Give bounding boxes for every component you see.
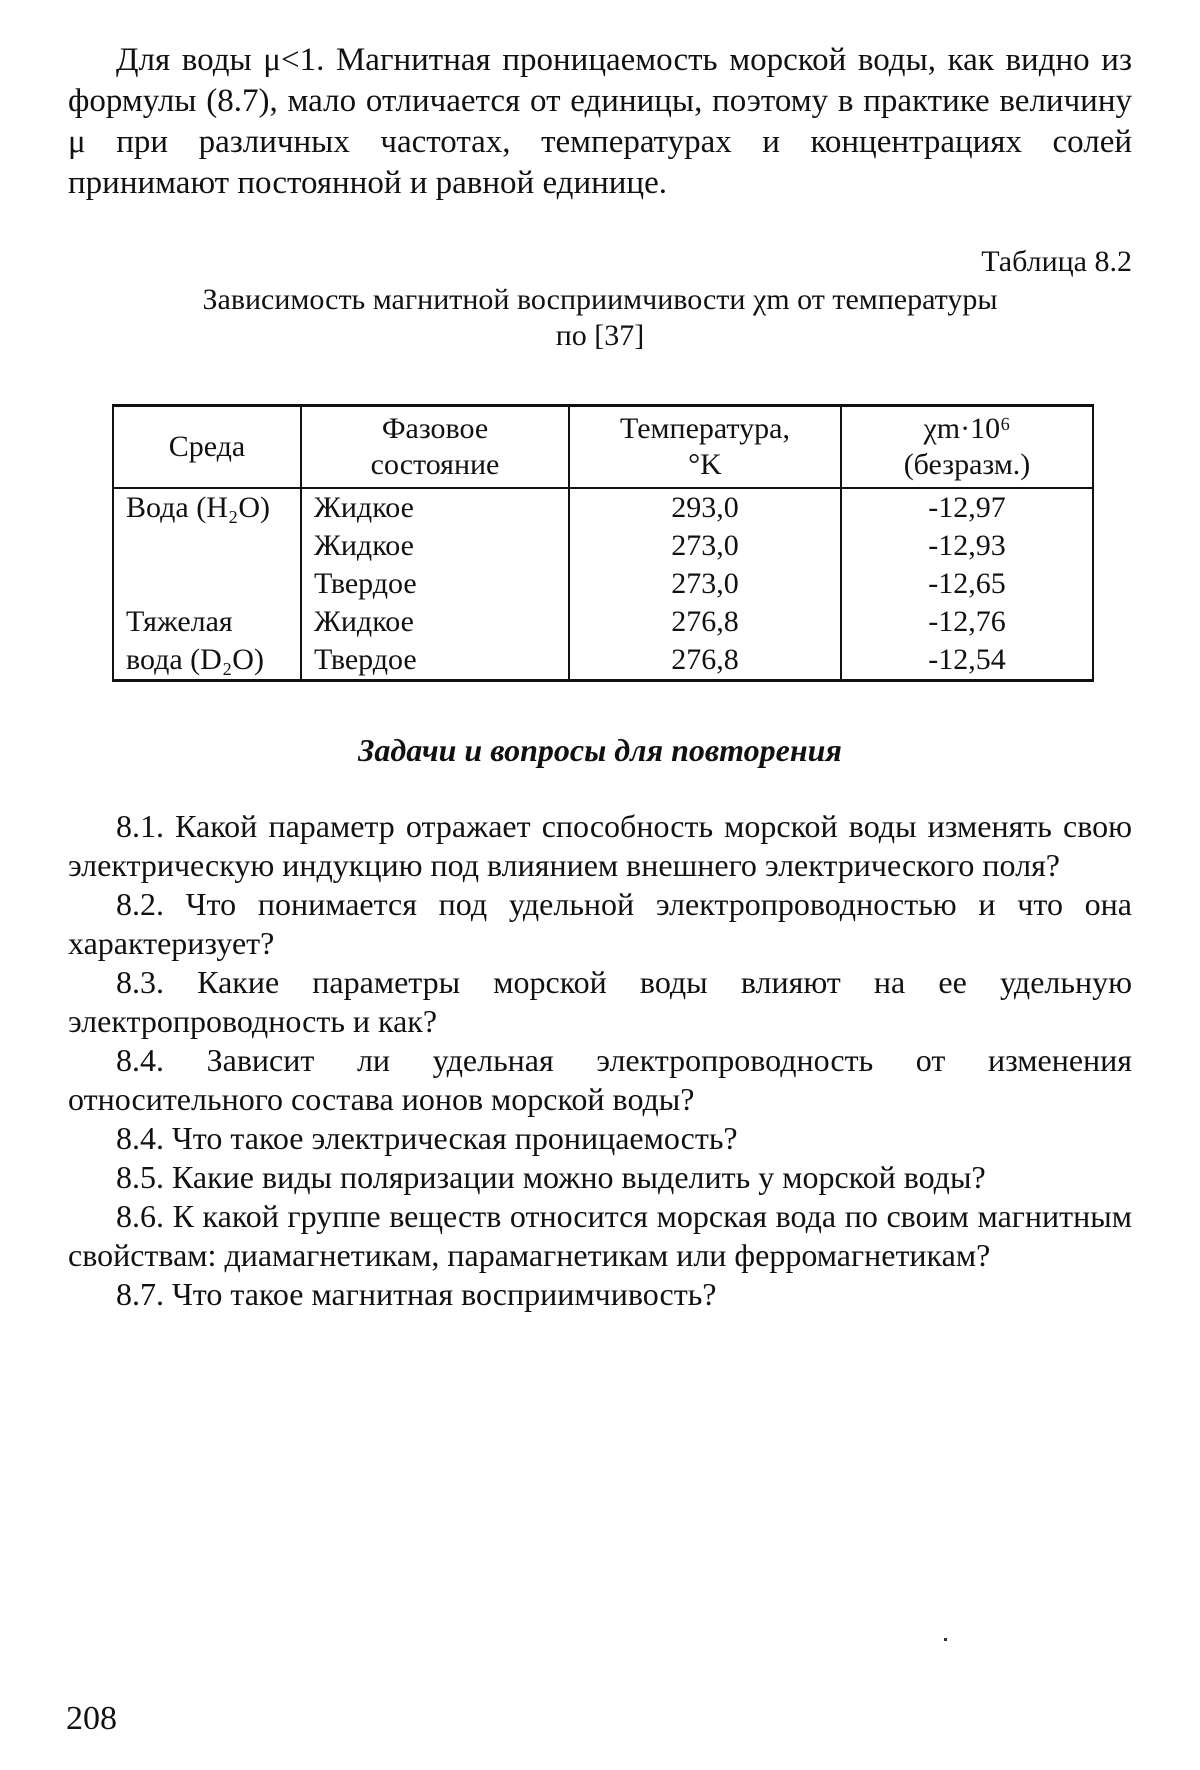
table-header-row [113,406,1093,489]
table-title-line2: по [37] [555,319,645,352]
page-number: 208 [66,1700,117,1737]
header-medium: Среда [113,406,301,489]
question-item: 8.5. Какие виды поляризации можно выделить у морской воды? [116,1159,986,1195]
speck-mark [944,1638,947,1641]
header-temp-line1: Температура, [620,412,790,445]
question-item: 8.6. К какой группе веществ относится морская вода по своим магнитным свойствам: диамагнетикам, парамагнетикам или ферромагнетикам? [68,1198,1132,1273]
cell-phase: Твердое [301,641,569,681]
cell-medium [113,565,301,603]
table-row [113,565,1093,603]
cell-phase: Твердое [301,565,569,603]
table-number: Таблица 8.2 [981,245,1132,278]
cell-chi: -12,65 [841,565,1093,603]
cell-phase: Жидкое [301,488,569,527]
cell-medium: Вода (H₂O) [113,488,301,527]
cell-chi: -12,76 [841,603,1093,641]
cell-chi: -12,93 [841,527,1093,565]
question-item: 8.4. Что такое электрическая проницаемость? [116,1120,738,1156]
question-item: 8.1. Какой параметр отражает способность морской воды изменять свою электрическую индукцию под влиянием внешнего электрического поля? [68,808,1132,883]
table-row [113,603,1093,641]
table-title [68,282,1132,354]
cell-temperature: 276,8 [569,603,841,641]
header-phase-line2: состояние [370,448,500,481]
cell-temperature: 273,0 [569,527,841,565]
question-item: 8.4. Зависит ли удельная электропроводность от изменения относительного состава ионов морской воды? [68,1042,1132,1117]
cell-phase: Жидкое [301,603,569,641]
header-phase [301,406,569,489]
header-chi [841,406,1093,489]
cell-temperature: 293,0 [569,488,841,527]
intro-paragraph: Для воды μ<1. Магнитная проницаемость морской воды, как видно из формулы (8.7), мало отличается от единицы, поэтому в практике величину μ при различных частотах, температурах и концентрациях солей принимают постоянной и равной единице. [68,42,1132,201]
question-item: 8.7. Что такое магнитная восприимчивость? [116,1276,717,1312]
cell-medium: Тяжелая [113,603,301,641]
table-row [113,527,1093,565]
header-temp-line2: °K [688,448,722,481]
table-row [113,488,1093,527]
cell-phase: Жидкое [301,527,569,565]
question-item: 8.2. Что понимается под удельной электропроводностью и что она характеризует? [68,886,1132,961]
cell-medium: вода (D₂O) [113,641,301,681]
header-chi-line2: (безразм.) [903,448,1031,481]
header-chi-line1: χm·10⁶ [923,412,1011,445]
question-item: 8.3. Какие параметры морской воды влияют на ее удельную электропроводность и как? [68,964,1132,1039]
questions-list [68,807,1132,1314]
cell-medium [113,527,301,565]
header-temperature [569,406,841,489]
page-content [68,40,1132,1314]
cell-temperature: 273,0 [569,565,841,603]
cell-chi: -12,97 [841,488,1093,527]
cell-temperature: 276,8 [569,641,841,681]
cell-chi: -12,54 [841,641,1093,681]
table-title-line1: Зависимость магнитной восприимчивости χm от температуры [202,283,998,316]
header-phase-line1: Фазовое [381,412,489,445]
table-row [113,641,1093,681]
section-title: Задачи и вопросы для повторения [358,732,842,768]
susceptibility-table [112,404,1094,682]
